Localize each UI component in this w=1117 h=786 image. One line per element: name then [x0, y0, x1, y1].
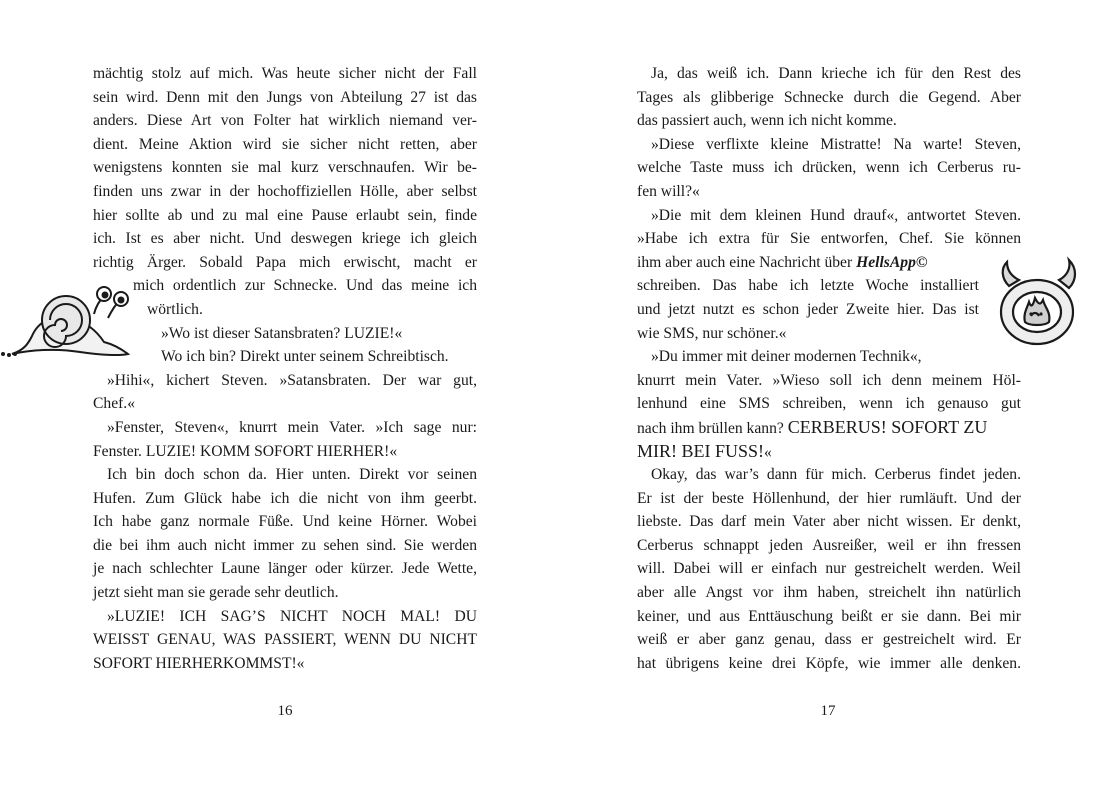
text-line: »Die mit dem kleinen Hund drauf«, antwortet Steven. — [651, 206, 1021, 224]
snail-illustration — [0, 278, 135, 360]
text-line: will. Dabei will er einfach nur gestreichelt werden. Weil — [637, 560, 1021, 578]
text-line: Ich bin doch schon da. Hier unten. Direkt vor seinen — [107, 466, 477, 484]
text-line: fen will?« — [637, 182, 700, 200]
text-line: »Habe ich extra für Sie entworfen, Chef. Sie können — [637, 230, 1021, 248]
text-line: Okay, das war’s dann für mich. Cerberus findet jeden. — [651, 466, 1021, 484]
text-line: wenigstens konnten sie mal kurz verschnaufen. Wir be- — [93, 159, 477, 177]
app-name: HellsApp© — [856, 253, 928, 271]
text-line: WEISST GENAU, WAS PASSIERT, WENN DU NICHT — [93, 631, 477, 649]
shout-text: CERBERUS! SOFORT ZU — [787, 416, 988, 437]
text-line: weiß er aber ganz genau, dass er gestreichelt wird. Er — [637, 631, 1021, 649]
text-line: Hufen. Zum Glück habe ich die nicht von ihm geerbt. — [93, 489, 477, 507]
text-line: »Du immer mit deiner modernen Technik«, — [651, 348, 922, 366]
text-line: SOFORT HIERHERKOMMST!« — [93, 654, 305, 672]
page-number-right: 17 — [820, 703, 836, 719]
text-line: hat übrigens keine drei Köpfe, wie immer alle denken. — [637, 654, 1021, 672]
horned-monster-illustration — [995, 256, 1079, 348]
text-line: lenhund eine SMS schreiben, wenn ich genauso gut — [637, 395, 1021, 413]
text-line: mächtig stolz auf mich. Was heute sicher nicht der Fall — [93, 65, 477, 82]
text-line: und jetzt nutzt es schon jeder Zweite hier. Das ist — [637, 300, 979, 318]
text-line-part: ihm aber auch eine Nachricht über — [637, 253, 853, 271]
text-line: schreiben. Das habe ich letzte Woche installiert — [637, 277, 979, 295]
text-line: Chef.« — [93, 395, 136, 413]
text-line: ich. Ist es aber nicht. Und deswegen kriege ich gleich — [93, 230, 477, 248]
text-line: hier sollte ab und zu mal eine Pause erlaubt sein, finde — [93, 206, 477, 224]
text-line: das passiert auch, wenn ich nicht komme. — [637, 112, 897, 130]
text-line: anders. Diese Art von Folter hat wirklich niemand ver- — [93, 112, 477, 130]
text-line-part: nach ihm brüllen kann? — [637, 419, 784, 437]
text-line: knurrt mein Vater. »Wieso soll ich denn meinem Höl- — [637, 371, 1021, 389]
text-line — [637, 251, 1021, 275]
text-line — [637, 416, 1021, 440]
text-line: Wo ich bin? Direkt unter seinem Schreibtisch. — [161, 348, 449, 366]
text-line: »Fenster, Steven«, knurrt mein Vater. »Ich sage nur: — [107, 418, 477, 436]
text-line: jetzt sieht man sie gerade sehr deutlich. — [93, 584, 339, 602]
text-line: liebste. Das darf mein Vater aber nicht wissen. Er denkt, — [637, 513, 1021, 531]
shout-text: MIR! BEI FUSS! — [637, 440, 765, 461]
text-line: Cerberus schnappt jeden Ausreißer, weil er ihn fressen — [637, 536, 1021, 554]
text-line: mich ordentlich zur Schnecke. Und das meine ich — [133, 277, 477, 295]
text-line: wörtlich. — [147, 300, 203, 318]
text-line: keiner, und aus Enttäuschung beißt er sie dann. Bei mir — [637, 607, 1021, 625]
text-line: je nach schlechter Laune länger oder kürzer. Jede Wette, — [93, 560, 477, 578]
text-line: dient. Meine Aktion wird sie sicher nicht retten, aber — [93, 135, 477, 153]
text-line: die bei ihm auch nicht immer zu sehen sind. Sie werden — [93, 536, 477, 554]
left-page — [93, 62, 477, 675]
text-line: sein wird. Denn mit den Jungs von Abteilung 27 ist das — [93, 88, 477, 106]
text-line: »Hihi«, kichert Steven. »Satansbraten. Der war gut, — [107, 371, 477, 389]
text-line: Ich habe ganz normale Füße. Und keine Hörner. Wobei — [93, 513, 477, 531]
text-line: »Wo ist dieser Satansbraten? LUZIE!« — [161, 324, 403, 342]
text-line: »Diese verflixte kleine Mistratte! Na warte! Steven, — [651, 135, 1021, 153]
text-line: Ja, das weiß ich. Dann krieche ich für den Rest des — [651, 65, 1021, 82]
text-line: aber alle Angst vor ihm haben, streichelt ihn natürlich — [637, 584, 1021, 602]
text-line: Tages als glibberige Schnecke durch die Gegend. Aber — [637, 88, 1021, 106]
page-number-left: 16 — [277, 703, 293, 719]
text-line: »LUZIE! ICH SAG’S NICHT NOCH MAL! DU — [107, 607, 477, 625]
text-line: Er ist der beste Höllenhund, der hier rumläuft. Und der — [637, 489, 1021, 507]
text-line: welche Taste muss ich drücken, wenn ich Cerberus ru- — [637, 159, 1021, 177]
text-line-part: « — [764, 443, 772, 461]
text-line: wie SMS, nur schöner.« — [637, 324, 787, 342]
right-page — [637, 62, 1021, 675]
text-line: Fenster. LUZIE! KOMM SOFORT HIERHER!« — [93, 442, 398, 460]
text-line — [637, 440, 1021, 464]
text-line: finden uns zwar in der hochoffiziellen Hölle, aber selbst — [93, 182, 477, 200]
text-line: richtig Ärger. Sobald Papa mich erwischt, macht er — [93, 253, 477, 271]
